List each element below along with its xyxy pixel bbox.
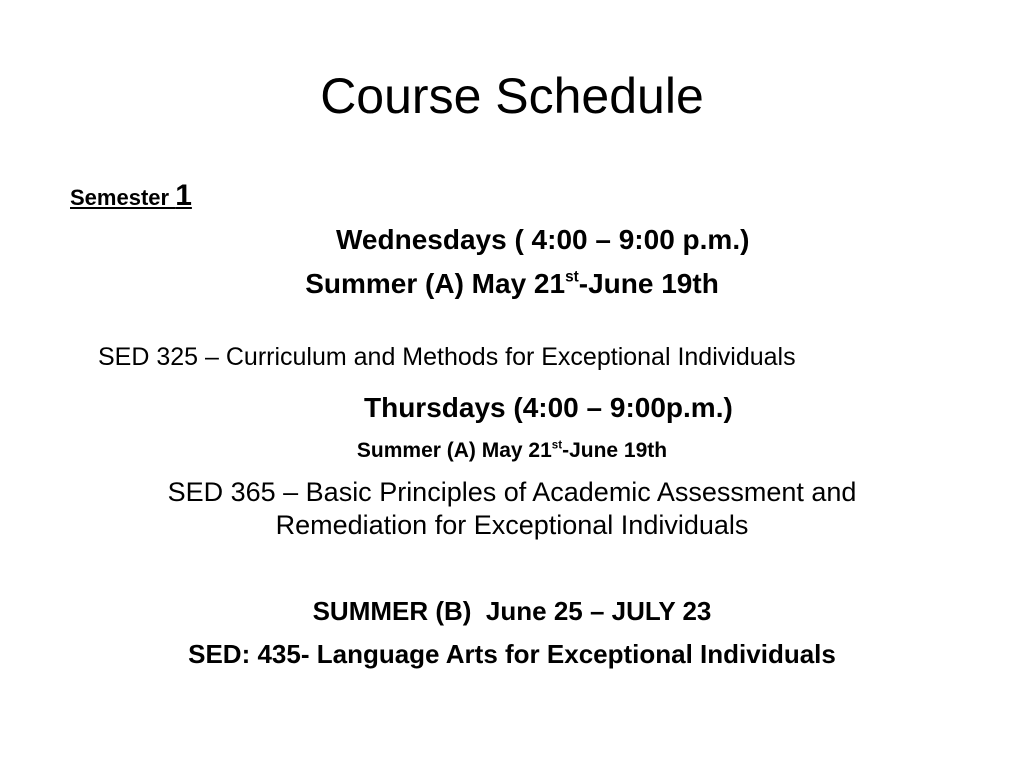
wednesdays-schedule: Wednesdays ( 4:00 – 9:00 p.m.) bbox=[336, 224, 750, 255]
slide-title: Course Schedule bbox=[320, 68, 704, 124]
thursdays-schedule: Thursdays (4:00 – 9:00p.m.) bbox=[364, 392, 733, 423]
summer-a-dates-1 bbox=[0, 266, 1024, 302]
summer-a-dates-2 bbox=[0, 436, 1024, 466]
semester-label: Semester bbox=[70, 185, 176, 210]
semester-heading bbox=[70, 180, 192, 214]
summer-a-dates-2-sup: st bbox=[551, 439, 563, 452]
course-sed-365 bbox=[0, 476, 1024, 542]
course-sed-435: SED: 435- Language Arts for Exceptional Individuals bbox=[188, 639, 836, 669]
course-sed-365-line-2: Remediation for Exceptional Individuals bbox=[275, 510, 749, 540]
course-sed-325: SED 325 – Curriculum and Methods for Exceptional Individuals bbox=[98, 343, 796, 371]
summer-a-dates-1-sup: st bbox=[565, 268, 579, 286]
summer-a-dates-1-suffix: -June 19th bbox=[578, 268, 719, 299]
summer-a-dates-2-suffix: -June 19th bbox=[562, 439, 668, 462]
summer-a-dates-1-prefix: Summer (A) May 21 bbox=[305, 268, 566, 299]
summer-b-dates: SUMMER (B) June 25 – JULY 23 bbox=[312, 596, 712, 626]
semester-number: 1 bbox=[175, 179, 192, 212]
summer-a-dates-2-prefix: Summer (A) May 21 bbox=[356, 439, 552, 462]
course-sed-365-line-1: SED 365 – Basic Principles of Academic Assessment and bbox=[167, 477, 857, 507]
